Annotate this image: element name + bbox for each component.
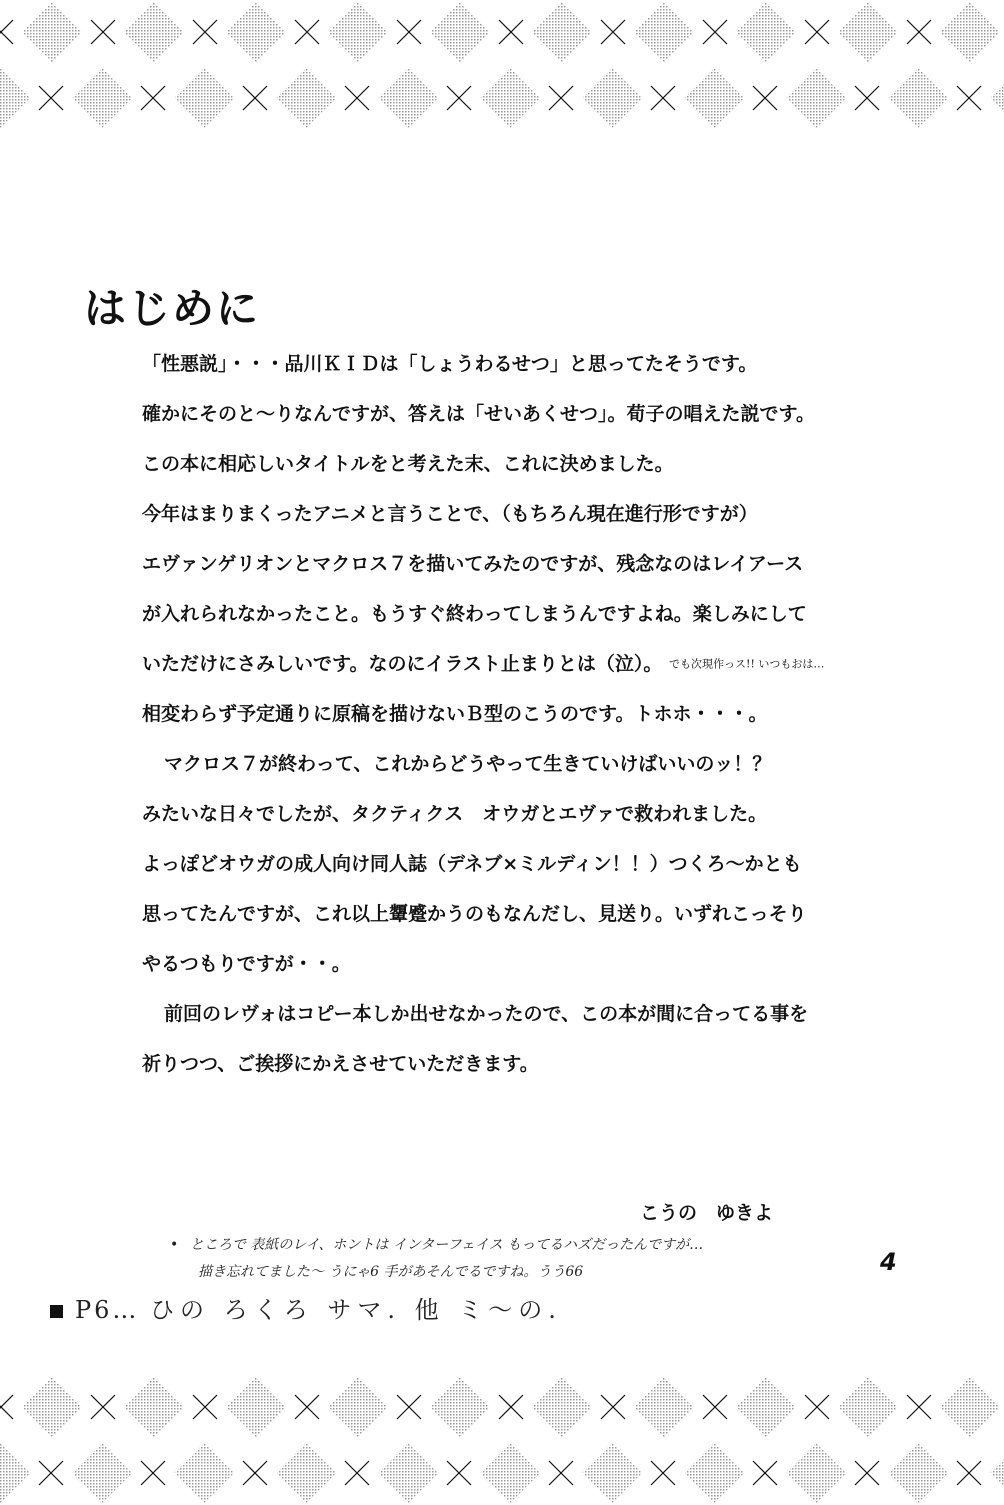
cross-ornament-icon: [91, 20, 115, 44]
page-heading: はじめに: [84, 284, 261, 333]
cross-ornament-icon: [447, 86, 471, 110]
page-number: 4: [880, 1248, 897, 1276]
top-border-pattern: [0, 0, 1004, 130]
diamond-ornament-icon: [480, 68, 540, 128]
cross-ornament-icon: [601, 1395, 625, 1419]
cross-ornament-icon: [193, 20, 217, 44]
diamond-ornament-icon: [786, 1443, 846, 1503]
diamond-ornament-icon: [990, 68, 1004, 128]
note-line: 描き忘れてました〜 うにゃ6 手があそんでるですね。うう66: [198, 1264, 584, 1280]
cross-ornament-icon: [193, 1395, 217, 1419]
paragraph-line: が入れられなかったこと。もうすぐ終わってしまうんですよね。楽しみにして: [142, 603, 807, 625]
diamond-ornament-icon: [888, 1443, 948, 1503]
credit-label: P6…: [75, 1296, 140, 1324]
cross-ornament-icon: [703, 20, 727, 44]
diamond-ornament-icon: [634, 1377, 694, 1437]
paragraph-line: エヴァンゲリオンとマクロス７を描いてみたのですが、残念なのはレイアース: [142, 553, 804, 575]
note-text: ところで 表紙のレイ、ホントは インターフェイス もってるハズだったんですが…: [190, 1237, 704, 1253]
diamond-ornament-icon: [226, 1377, 286, 1437]
diamond-ornament-icon: [0, 1443, 30, 1503]
diamond-ornament-icon: [430, 1377, 490, 1437]
author-signature: こうの ゆきよ: [640, 1202, 774, 1224]
cross-ornament-icon: [805, 20, 829, 44]
diamond-ornament-icon: [378, 68, 438, 128]
cross-ornament-icon: [855, 1461, 879, 1485]
diamond-ornament-icon: [124, 2, 184, 62]
diamond-ornament-icon: [328, 2, 388, 62]
diamond-ornament-icon: [736, 2, 796, 62]
diamond-ornament-icon: [174, 1443, 234, 1503]
paragraph-line: 祈りつつ、ご挨拶にかえさせていただきます。: [142, 1053, 539, 1075]
cross-ornament-icon: [243, 86, 267, 110]
cross-ornament-icon: [141, 86, 165, 110]
cross-ornament-icon: [345, 86, 369, 110]
cross-ornament-icon: [499, 1395, 523, 1419]
diamond-ornament-icon: [276, 1443, 336, 1503]
diamond-ornament-icon: [838, 2, 898, 62]
diamond-ornament-icon: [22, 2, 82, 62]
diamond-ornament-icon: [888, 68, 948, 128]
paragraph-line: マクロス７が終わって、これからどうやって生きていけばいいのッ！？: [164, 753, 772, 775]
diamond-ornament-icon: [838, 1377, 898, 1437]
cross-ornament-icon: [499, 20, 523, 44]
cross-ornament-icon: [0, 1395, 13, 1419]
paragraph-line: 今年はまりまくったアニメと言うことで、（もちろん現在進行形ですが）: [142, 503, 758, 525]
diamond-ornament-icon: [990, 1443, 1004, 1503]
cross-ornament-icon: [957, 86, 981, 110]
cross-ornament-icon: [447, 1461, 471, 1485]
diamond-ornament-icon: [430, 2, 490, 62]
paragraph-line: 思ってたんですが、これ以上顰蹙かうのもなんだし、見送り。いずれこっそり: [142, 903, 807, 925]
diamond-ornament-icon: [0, 68, 30, 128]
credit-text: ひの ろくろ サマ. 他 ミ〜の.: [150, 1296, 562, 1324]
cross-ornament-icon: [957, 1461, 981, 1485]
handwritten-credit: [50, 1290, 562, 1325]
cross-ornament-icon: [397, 20, 421, 44]
cross-ornament-icon: [549, 86, 573, 110]
paragraph-line: この本に相応しいタイトルをと考えた末、これに決めました。: [142, 453, 674, 475]
square-bullet-icon: [50, 1305, 63, 1318]
diamond-ornament-icon: [684, 1443, 744, 1503]
diamond-ornament-icon: [22, 1377, 82, 1437]
diamond-ornament-icon: [226, 2, 286, 62]
diamond-ornament-icon: [124, 1377, 184, 1437]
paragraph-line: よっぽどオウガの成人向け同人誌（デネブ×ミルディン！！）つくろ〜かとも: [142, 853, 802, 875]
diamond-ornament-icon: [174, 68, 234, 128]
cross-ornament-icon: [141, 1461, 165, 1485]
diamond-ornament-icon: [940, 2, 1000, 62]
paragraph-line: 前回のレヴォはコピー本しか出せなかったので、この本が間に合ってる事を: [164, 1003, 809, 1025]
diamond-ornament-icon: [786, 68, 846, 128]
bottom-border-pattern: [0, 1375, 1004, 1505]
diamond-ornament-icon: [634, 2, 694, 62]
cross-ornament-icon: [703, 1395, 727, 1419]
cross-ornament-icon: [91, 1395, 115, 1419]
bullet-icon: •: [170, 1237, 179, 1253]
handwritten-aside: でも次現作っス!! いつもおは…: [669, 657, 825, 671]
diamond-ornament-icon: [582, 1443, 642, 1503]
note-line: [170, 1232, 703, 1259]
handwritten-note: [170, 1232, 703, 1286]
diamond-ornament-icon: [582, 68, 642, 128]
cross-ornament-icon: [907, 20, 931, 44]
diamond-ornament-icon: [736, 1377, 796, 1437]
paragraph-line: 「性悪説」・・・品川ＫＩＤは「しょうわるせつ」と思ってたそうです。: [142, 353, 758, 375]
paragraph-line-with-aside: [142, 645, 922, 695]
diamond-ornament-icon: [72, 68, 132, 128]
cross-ornament-icon: [601, 20, 625, 44]
diamond-ornament-icon: [276, 68, 336, 128]
cross-ornament-icon: [753, 86, 777, 110]
cross-ornament-icon: [651, 1461, 675, 1485]
cross-ornament-icon: [295, 20, 319, 44]
paragraph-line: 確かにそのと〜りなんですが、答えは「せいあくせつ」。荀子の唱えた説です。: [142, 403, 815, 425]
diamond-ornament-icon: [940, 1377, 1000, 1437]
diamond-ornament-icon: [328, 1377, 388, 1437]
diamond-ornament-icon: [378, 1443, 438, 1503]
cross-ornament-icon: [549, 1461, 573, 1485]
cross-ornament-icon: [0, 20, 13, 44]
paragraph-line: 相変わらず予定通りに原稿を描けないＢ型のこうのです。トホホ・・・。: [142, 703, 768, 725]
cross-ornament-icon: [753, 1461, 777, 1485]
cross-ornament-icon: [39, 86, 63, 110]
cross-ornament-icon: [805, 1395, 829, 1419]
diamond-ornament-icon: [532, 2, 592, 62]
cross-ornament-icon: [39, 1461, 63, 1485]
paragraph-line: いただけにさみしいです。なのにイラスト止まりとは（泣）。: [142, 653, 663, 675]
body-text: [142, 345, 922, 1095]
cross-ornament-icon: [295, 1395, 319, 1419]
cross-ornament-icon: [397, 1395, 421, 1419]
cross-ornament-icon: [243, 1461, 267, 1485]
diamond-ornament-icon: [480, 1443, 540, 1503]
cross-ornament-icon: [907, 1395, 931, 1419]
cross-ornament-icon: [651, 86, 675, 110]
paragraph-line: みたいな日々でしたが、タクティクス オウガとエヴァで救われました。: [142, 803, 768, 825]
cross-ornament-icon: [345, 1461, 369, 1485]
paragraph-line: やるつもりですが・・。: [142, 953, 351, 975]
diamond-ornament-icon: [532, 1377, 592, 1437]
diamond-ornament-icon: [72, 1443, 132, 1503]
diamond-ornament-icon: [684, 68, 744, 128]
cross-ornament-icon: [855, 86, 879, 110]
